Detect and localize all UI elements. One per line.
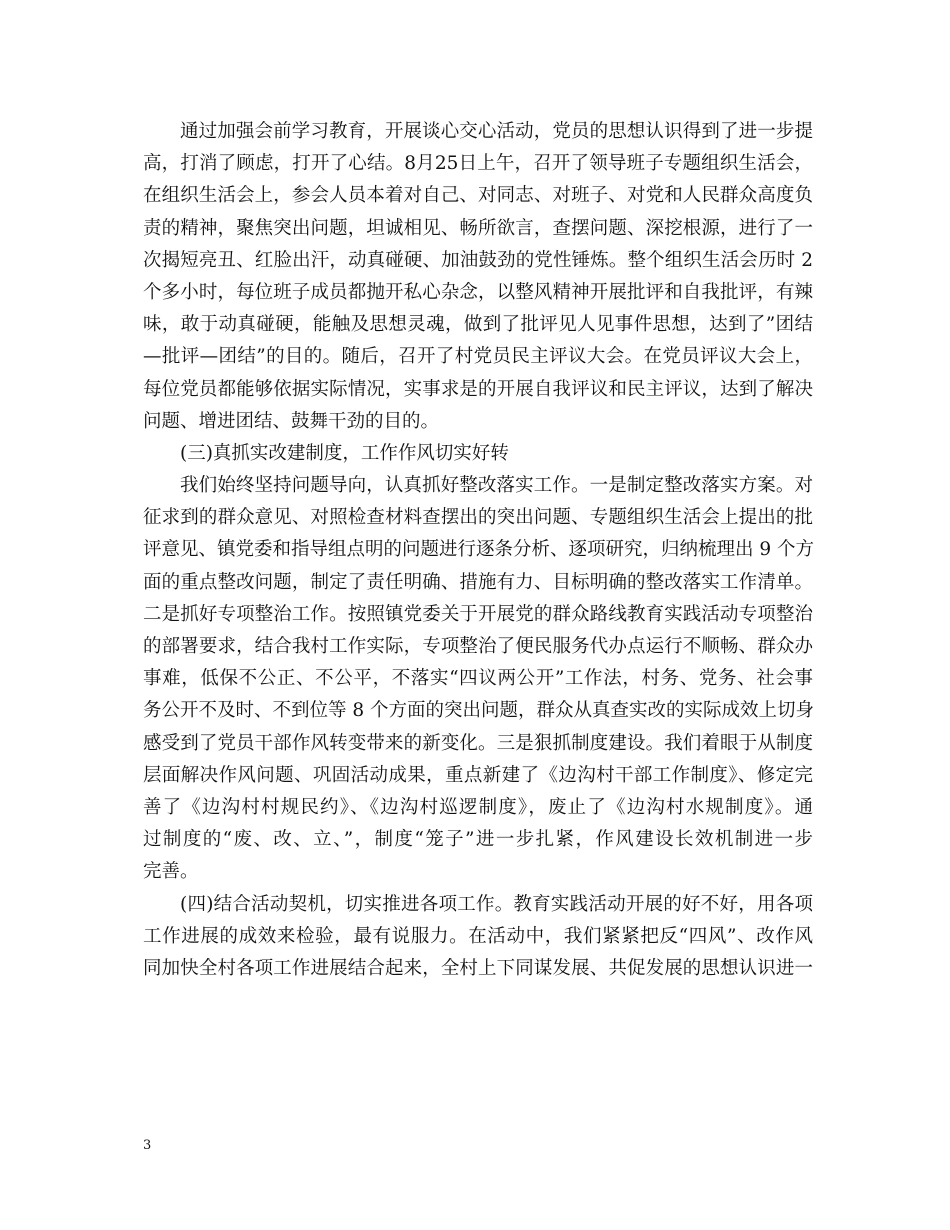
text-line: 感受到了党员干部作风转变带来的新变化。三是狠抓制度建设。我们着眼于从制度 [143, 732, 813, 754]
text-line: 善了《边沟村村规民约》、《边沟村巡逻制度》，废止了《边沟村水规制度》。通 [143, 796, 813, 818]
text-line: 征求到的群众意见、对照检查材料查摆出的突出问题、专题组织生活会上提出的批 [143, 507, 813, 529]
body-text [143, 116, 813, 985]
text-line: 层面解决作风问题、巩固活动成果，重点新建了《边沟村干部工作制度》、修定完 [143, 764, 813, 786]
text-line: 务公开不及时、不到位等 8 个方面的突出问题，群众从真查实改的实际成效上切身 [143, 700, 815, 722]
text-line: 在组织生活会上，参会人员本着对自己、对同志、对班子、对党和人民群众高度负 [143, 185, 813, 207]
text-line: 责的精神，聚焦突出问题，坦诚相见、畅所欲言，查摆问题、深挖根源，进行了一 [143, 217, 813, 239]
text-line: 次揭短亮丑、红脸出汗，动真碰硬、加油鼓劲的党性锤炼。整个组织生活会历时 2 [143, 249, 813, 271]
text-line: 评意见、镇党委和指导组点明的问题进行逐条分析、逐项研究，归纳梳理出 9 个方 [143, 539, 815, 561]
text-line: 通过加强会前学习教育，开展谈心交心活动，党员的思想认识得到了进一步提 [180, 121, 813, 142]
text-line: (四)结合活动契机，切实推进各项工作。教育实践活动开展的好不好，用各项 [180, 893, 813, 915]
text-line: (三)真抓实改建制度，工作作风切实好转 [180, 442, 509, 464]
text-line: 每位党员都能够依据实际情况，实事求是的开展自我评议和民主评议，达到了解决 [143, 378, 813, 400]
text-line: 过制度的“废、改、立、”，制度“笼子”进一步扎紧，作风建设长效机制进一步 [143, 829, 813, 851]
text-line: 面的重点整改问题，制定了责任明确、措施有力、目标明确的整改落实工作清单。 [143, 571, 813, 593]
text-line: 完善。 [143, 861, 199, 883]
text-line: 我们始终坚持问题导向，认真抓好整改落实工作。一是制定整改落实方案。对 [180, 475, 813, 497]
text-line: 高，打消了顾虑，打开了心结。8月25日上午，召开了领导班子专题组织生活会， [143, 153, 813, 175]
text-line: 同加快全村各项工作进展结合起来，全村上下同谋发展、共促发展的思想认识进一 [143, 957, 813, 979]
text-line: 个多小时，每位班子成员都抛开私心杂念，以整风精神开展批评和自我批评，有辣 [143, 281, 813, 303]
text-line: 工作进展的成效来检验，最有说服力。在活动中，我们紧紧把反“四风”、改作风 [143, 925, 813, 947]
text-line: 问题、增进团结、鼓舞干劲的目的。 [143, 410, 440, 432]
text-line: 二是抓好专项整治工作。按照镇党委关于开展党的群众路线教育实践活动专项整治 [143, 603, 813, 625]
text-line: 事难，低保不公正、不公平，不落实“四议两公开”工作法，村务、党务、社会事 [143, 668, 813, 690]
page-number: 3 [143, 1138, 152, 1153]
text-line: 味，敢于动真碰硬，能触及思想灵魂，做到了批评见人见事件思想，达到了”团结 [143, 314, 813, 336]
text-line: 的部署要求，结合我村工作实际，专项整治了便民服务代办点运行不顺畅、群众办 [143, 636, 813, 657]
text-line: —批评—团结”的目的。随后，召开了村党员民主评议大会。在党员评议大会上， [143, 346, 813, 368]
